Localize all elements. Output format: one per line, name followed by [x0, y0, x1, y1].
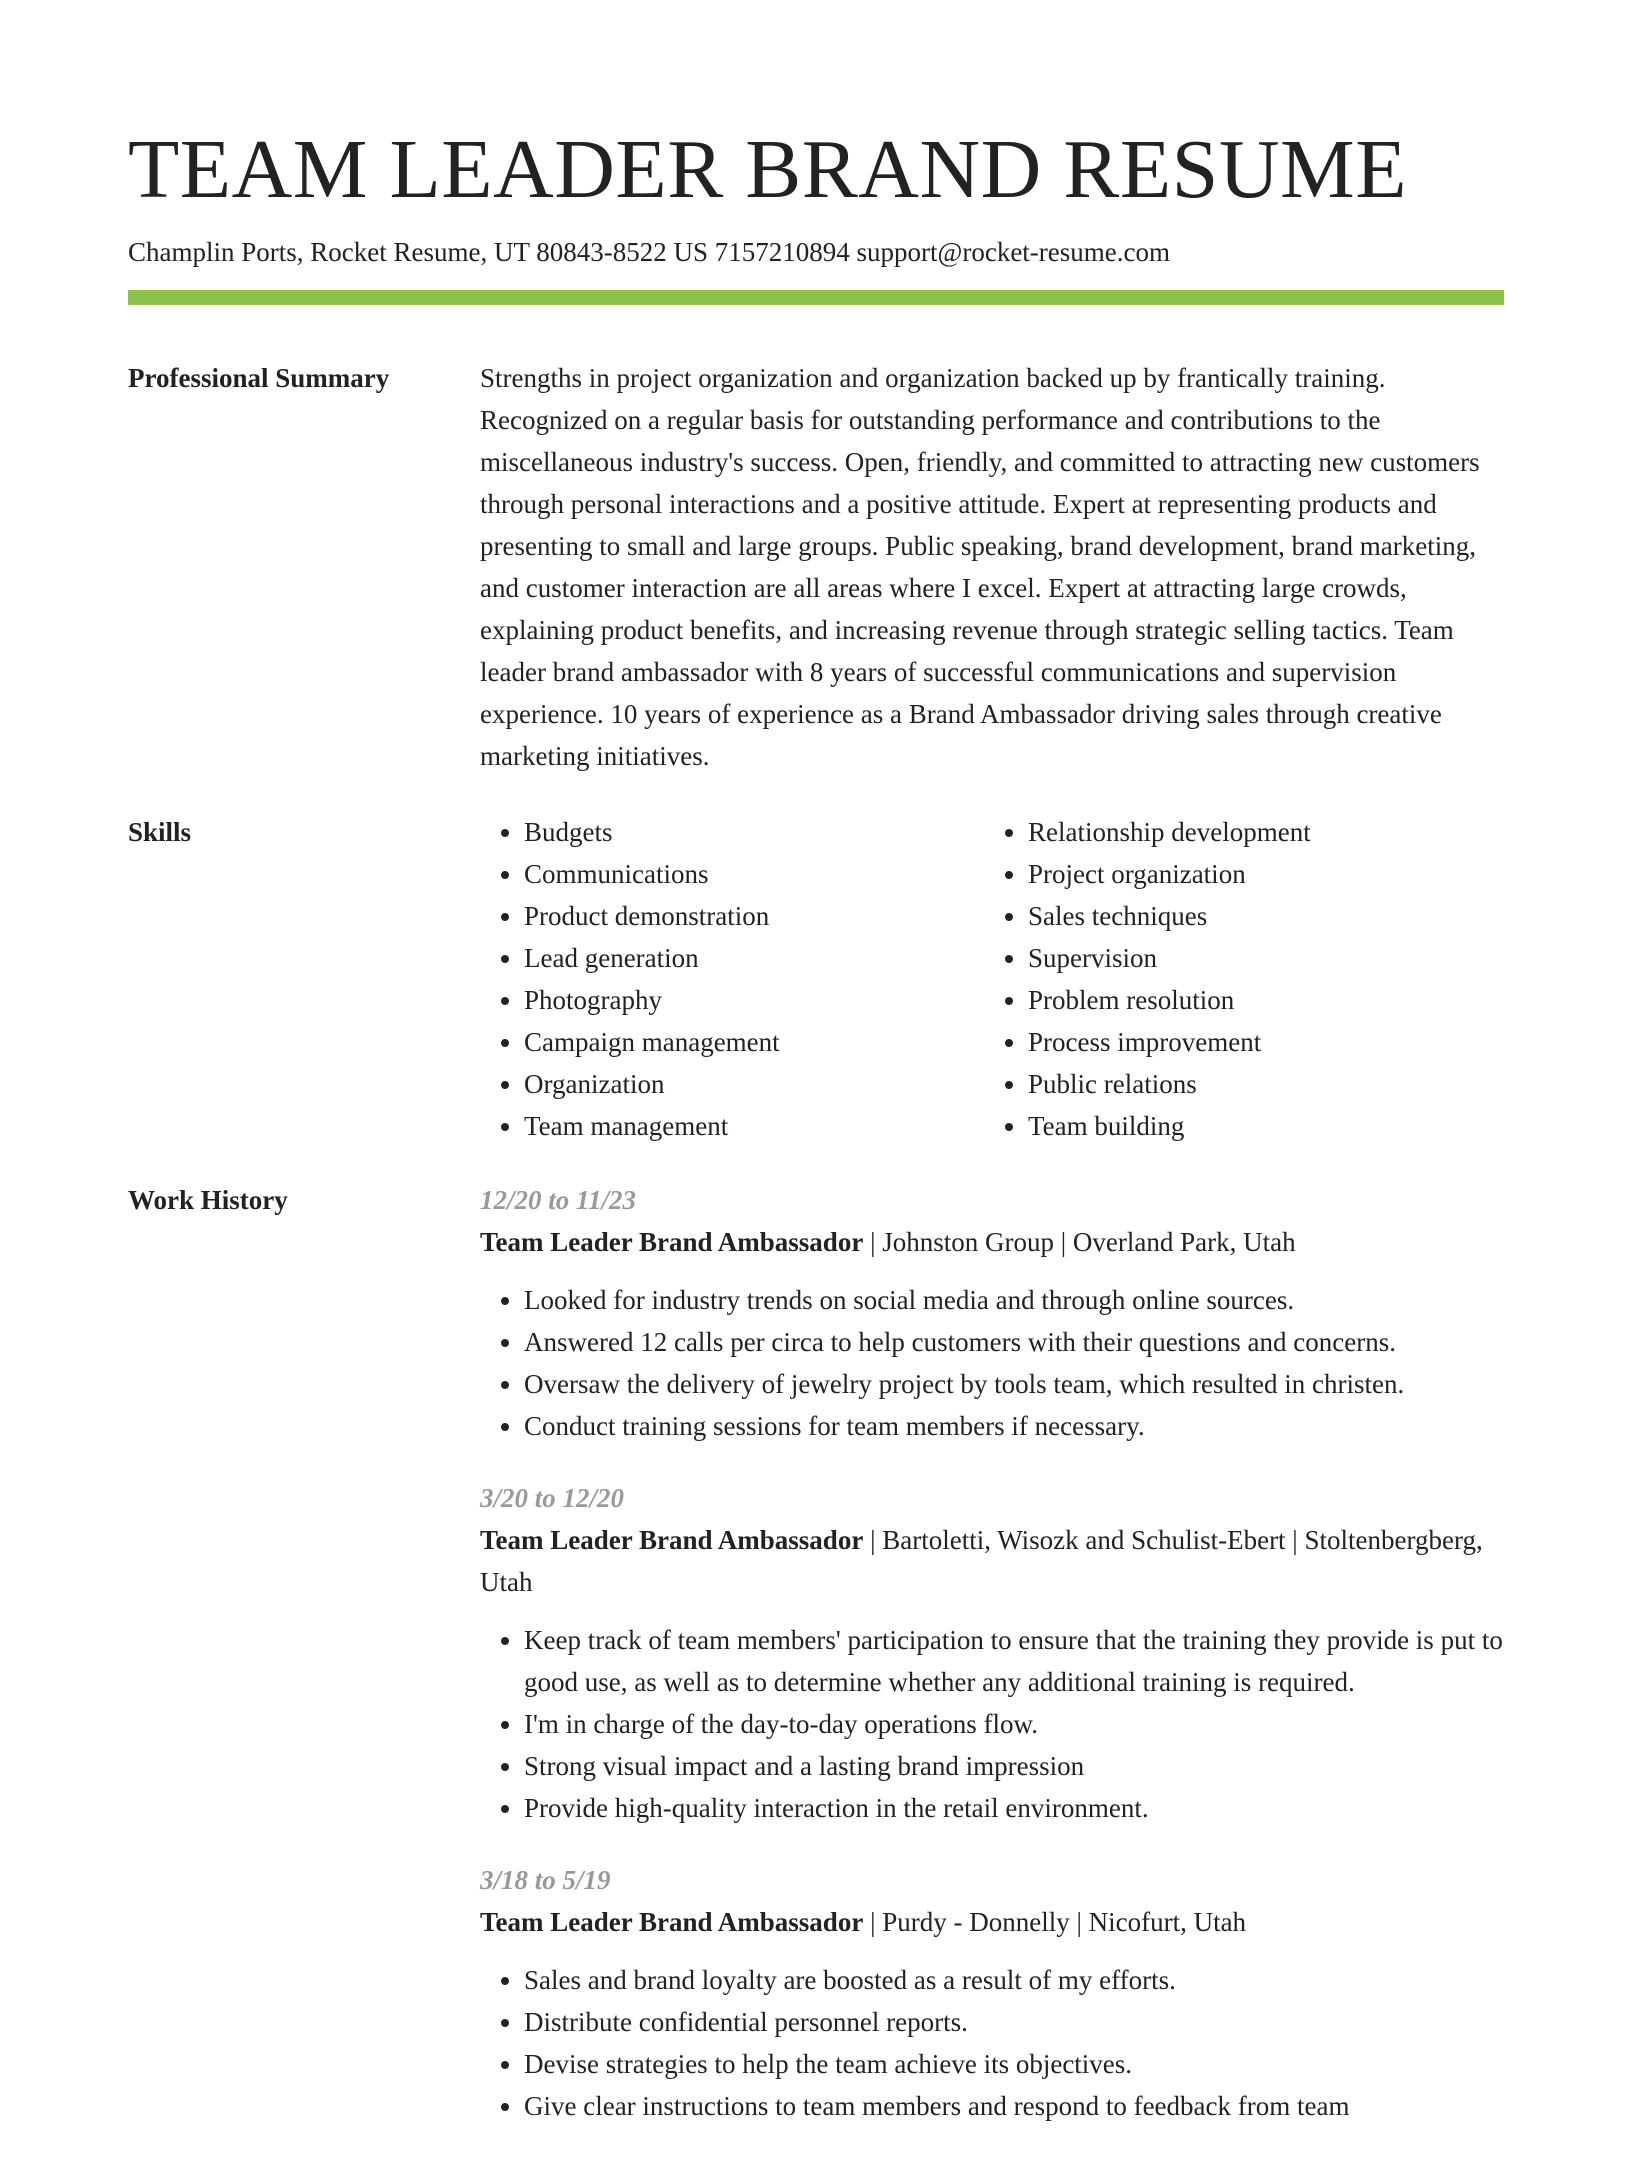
skill-item: • Team building [1028, 1105, 1488, 1147]
skill-item: • Budgets [524, 811, 984, 853]
job-role: Team Leader Brand Ambassador [480, 1227, 864, 1257]
job-bullet: • Keep track of team members' participation to ensure that the training they provide is put to good use, as well as to determine whether any additional training is required. [524, 1619, 1504, 1703]
job-heading [480, 1519, 1504, 1603]
job-bullet: • Conduct training sessions for team members if necessary. [524, 1405, 1504, 1447]
job-bullet: • Strong visual impact and a lasting brand impression [524, 1745, 1504, 1787]
skill-item: • Process improvement [1028, 1021, 1488, 1063]
job-entry [480, 1477, 1504, 1829]
skills-column-left [480, 811, 984, 1147]
job-bullet: • I'm in charge of the day-to-day operations flow. [524, 1703, 1504, 1745]
job-entry [480, 1859, 1504, 2127]
job-details: | Johnston Group | Overland Park, Utah [863, 1227, 1296, 1257]
summary-text: Strengths in project organization and organization backed up by frantically training. Recognized on a regular basis for outstanding performance and contributions to the miscellaneous industry's success. Open, friendly, and committed to attracting new customers through personal interactions and a positive attitude. Expert at representing products and presenting to small and large groups. Public speaking, brand development, brand marketing, and customer interaction are all areas where I excel. Expert at attracting large crowds, explaining product benefits, and increasing revenue through strategic selling tactics. Team leader brand ambassador with 8 years of successful communications and supervision experience. 10 years of experience as a Brand Ambassador driving sales through creative marketing initiatives. [480, 363, 1480, 771]
job-heading [480, 1901, 1504, 1943]
work-history-body [480, 1179, 1504, 2157]
job-bullet: • Devise strategies to help the team achieve its objectives. [524, 2043, 1504, 2085]
job-bullet: • Looked for industry trends on social media and through online sources. [524, 1279, 1504, 1321]
skill-item: • Product demonstration [524, 895, 984, 937]
skill-item: • Project organization [1028, 853, 1488, 895]
skill-item: • Sales techniques [1028, 895, 1488, 937]
summary-body [480, 357, 1504, 777]
job-bullets [480, 1959, 1504, 2127]
job-entry [480, 1179, 1504, 1447]
job-heading [480, 1221, 1504, 1263]
job-bullet: • Sales and brand loyalty are boosted as a result of my efforts. [524, 1959, 1504, 2001]
job-bullet: • Give clear instructions to team members and respond to feedback from team [524, 2085, 1504, 2127]
skill-item: • Lead generation [524, 937, 984, 979]
skills-grid [480, 811, 1504, 1147]
header-divider [128, 290, 1504, 305]
resume-title: TEAM LEADER BRAND RESUME [128, 123, 1408, 216]
skills-label: Skills [128, 817, 192, 847]
summary-section [128, 357, 1504, 777]
skill-item: • Photography [524, 979, 984, 1021]
contact-line: Champlin Ports, Rocket Resume, UT 80843-8522 US 7157210894 support@rocket-resume.com [128, 237, 1171, 267]
skill-item: • Organization [524, 1063, 984, 1105]
job-bullet: • Distribute confidential personnel reports. [524, 2001, 1504, 2043]
summary-label: Professional Summary [128, 363, 390, 393]
job-role: Team Leader Brand Ambassador [480, 1525, 864, 1555]
skill-item: • Problem resolution [1028, 979, 1488, 1021]
job-role: Team Leader Brand Ambassador [480, 1907, 864, 1937]
skill-item: • Team management [524, 1105, 984, 1147]
job-bullets [480, 1279, 1504, 1447]
skills-column-right [984, 811, 1488, 1147]
job-dates: 3/18 to 5/19 [480, 1865, 611, 1895]
skills-body [480, 811, 1504, 1147]
skill-item: • Public relations [1028, 1063, 1488, 1105]
job-dates: 3/20 to 12/20 [480, 1483, 625, 1513]
job-details: | Bartoletti, Wisozk and Schulist-Ebert | Stoltenbergberg, Utah [480, 1525, 1483, 1597]
skill-item: • Communications [524, 853, 984, 895]
job-bullet: • Provide high-quality interaction in the retail environment. [524, 1787, 1504, 1829]
job-dates: 12/20 to 11/23 [480, 1185, 637, 1215]
skill-item: • Relationship development [1028, 811, 1488, 853]
skills-section [128, 811, 1504, 1147]
skill-item: • Supervision [1028, 937, 1488, 979]
job-details: | Purdy - Donnelly | Nicofurt, Utah [863, 1907, 1247, 1937]
job-bullet: • Answered 12 calls per circa to help customers with their questions and concerns. [524, 1321, 1504, 1363]
work-history-label: Work History [128, 1185, 288, 1215]
job-bullets [480, 1619, 1504, 1829]
skill-item: • Campaign management [524, 1021, 984, 1063]
job-bullet: • Oversaw the delivery of jewelry project by tools team, which resulted in christen. [524, 1363, 1504, 1405]
work-history-section [128, 1179, 1504, 2157]
